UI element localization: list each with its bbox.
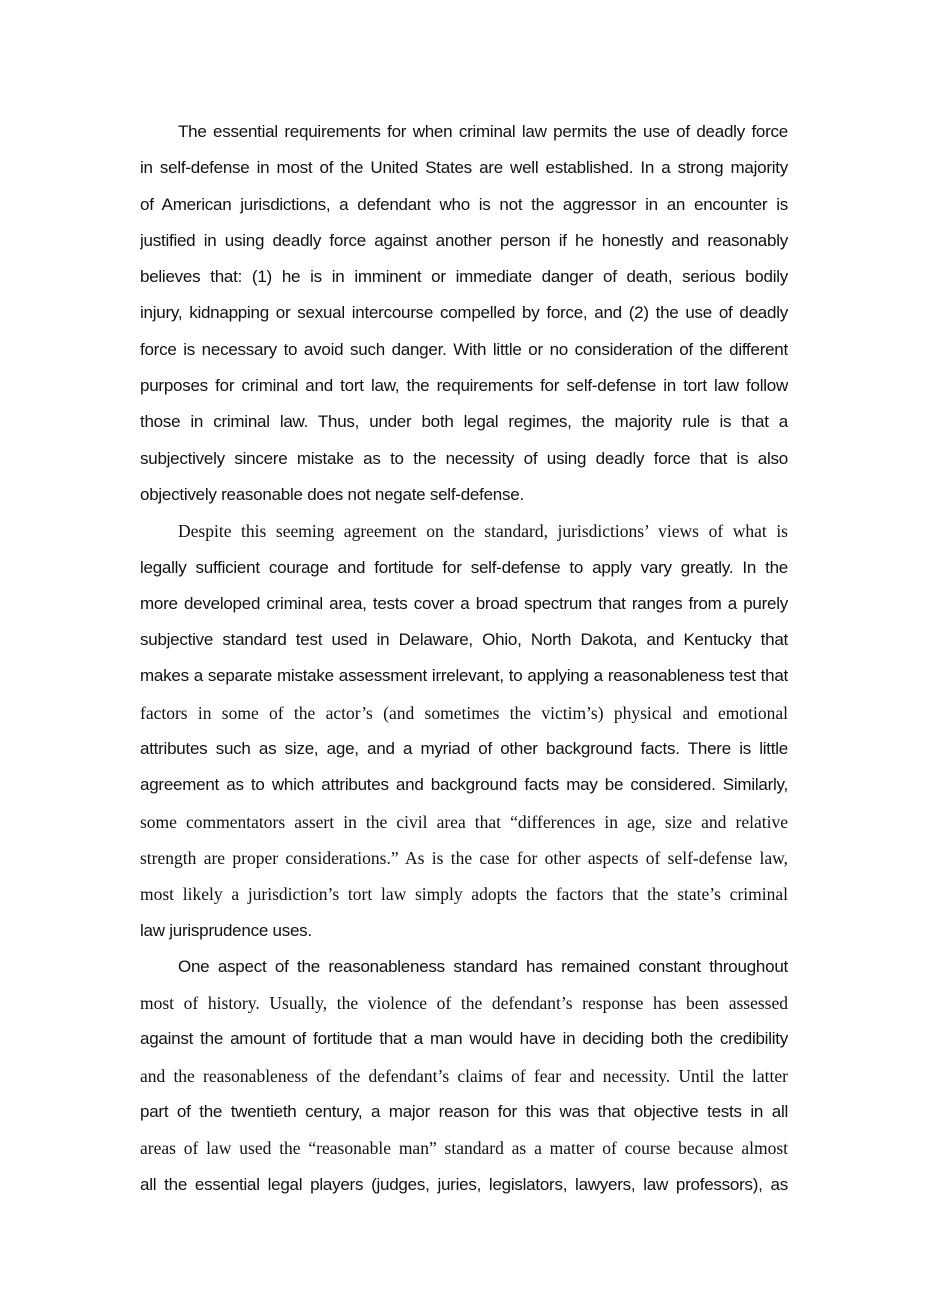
text-line: factors in some of the actor’s (and sometimes the victim’s) physical and emotional bbox=[140, 702, 788, 723]
text-line: subjectively sincere mistake as to the necessity of using deadly force that is also bbox=[140, 448, 788, 468]
text-line: of American jurisdictions, a defendant who is not the aggressor in an encounter is bbox=[140, 194, 788, 214]
text-line: in self-defense in most of the United States are well established. In a strong majority bbox=[140, 158, 788, 178]
text-line: some commentators assert in the civil area that “differences in age, size and relative bbox=[140, 811, 788, 832]
text-line: The essential requirements for when criminal law permits the use of deadly force bbox=[178, 122, 788, 141]
text-line: attributes such as size, age, and a myriad of other background facts. There is little bbox=[140, 739, 788, 759]
paragraph bbox=[140, 513, 788, 949]
text-line: legally sufficient courage and fortitude for self-defense to apply vary greatly. In the bbox=[140, 557, 788, 577]
text-line: areas of law used the “reasonable man” standard as a matter of course because almost bbox=[140, 1138, 788, 1159]
text-line: purposes for criminal and tort law, the requirements for self-defense in tort law follow bbox=[140, 376, 788, 396]
text-line: objectively reasonable does not negate self-defense. bbox=[140, 484, 524, 504]
text-line: makes a separate mistake assessment irrelevant, to applying a reasonableness test that bbox=[140, 666, 788, 686]
paragraph bbox=[140, 949, 788, 1203]
text-line: believes that: (1) he is in imminent or immediate danger of death, serious bodily bbox=[140, 267, 788, 287]
text-line: force is necessary to avoid such danger. With little or no consideration of the different bbox=[140, 339, 788, 359]
text-line: all the essential legal players (judges, juries, legislators, lawyers, law professors), as bbox=[140, 1174, 788, 1194]
text-line: those in criminal law. Thus, under both legal regimes, the majority rule is that a bbox=[140, 412, 788, 432]
text-line: most likely a jurisdiction’s tort law simply adopts the factors that the state’s criminal bbox=[140, 884, 788, 905]
text-line: law jurisprudence uses. bbox=[140, 920, 312, 940]
text-line: subjective standard test used in Delaware, Ohio, North Dakota, and Kentucky that bbox=[140, 630, 788, 650]
text-line: and the reasonableness of the defendant’s claims of fear and necessity. Until the latter bbox=[140, 1065, 788, 1086]
text-line: more developed criminal area, tests cover a broad spectrum that ranges from a purely bbox=[140, 593, 788, 613]
text-line: strength are proper considerations.” As is the case for other aspects of self-defense law, bbox=[140, 847, 788, 868]
paragraph bbox=[140, 114, 788, 513]
text-line: One aspect of the reasonableness standard has remained constant throughout bbox=[178, 956, 788, 976]
text-line: against the amount of fortitude that a man would have in deciding both the credibility bbox=[140, 1029, 788, 1049]
text-line: justified in using deadly force against another person if he honestly and reasonably bbox=[140, 230, 788, 250]
text-line: most of history. Usually, the violence of the defendant’s response has been assessed bbox=[140, 993, 788, 1014]
body-text bbox=[140, 114, 788, 1203]
text-line: injury, kidnapping or sexual intercourse compelled by force, and (2) the use of deadly bbox=[140, 303, 788, 323]
text-line: Despite this seeming agreement on the standard, jurisdictions’ views of what is bbox=[178, 521, 788, 542]
text-line: agreement as to which attributes and background facts may be considered. Similarly, bbox=[140, 775, 788, 795]
text-line: part of the twentieth century, a major reason for this was that objective tests in all bbox=[140, 1102, 788, 1122]
